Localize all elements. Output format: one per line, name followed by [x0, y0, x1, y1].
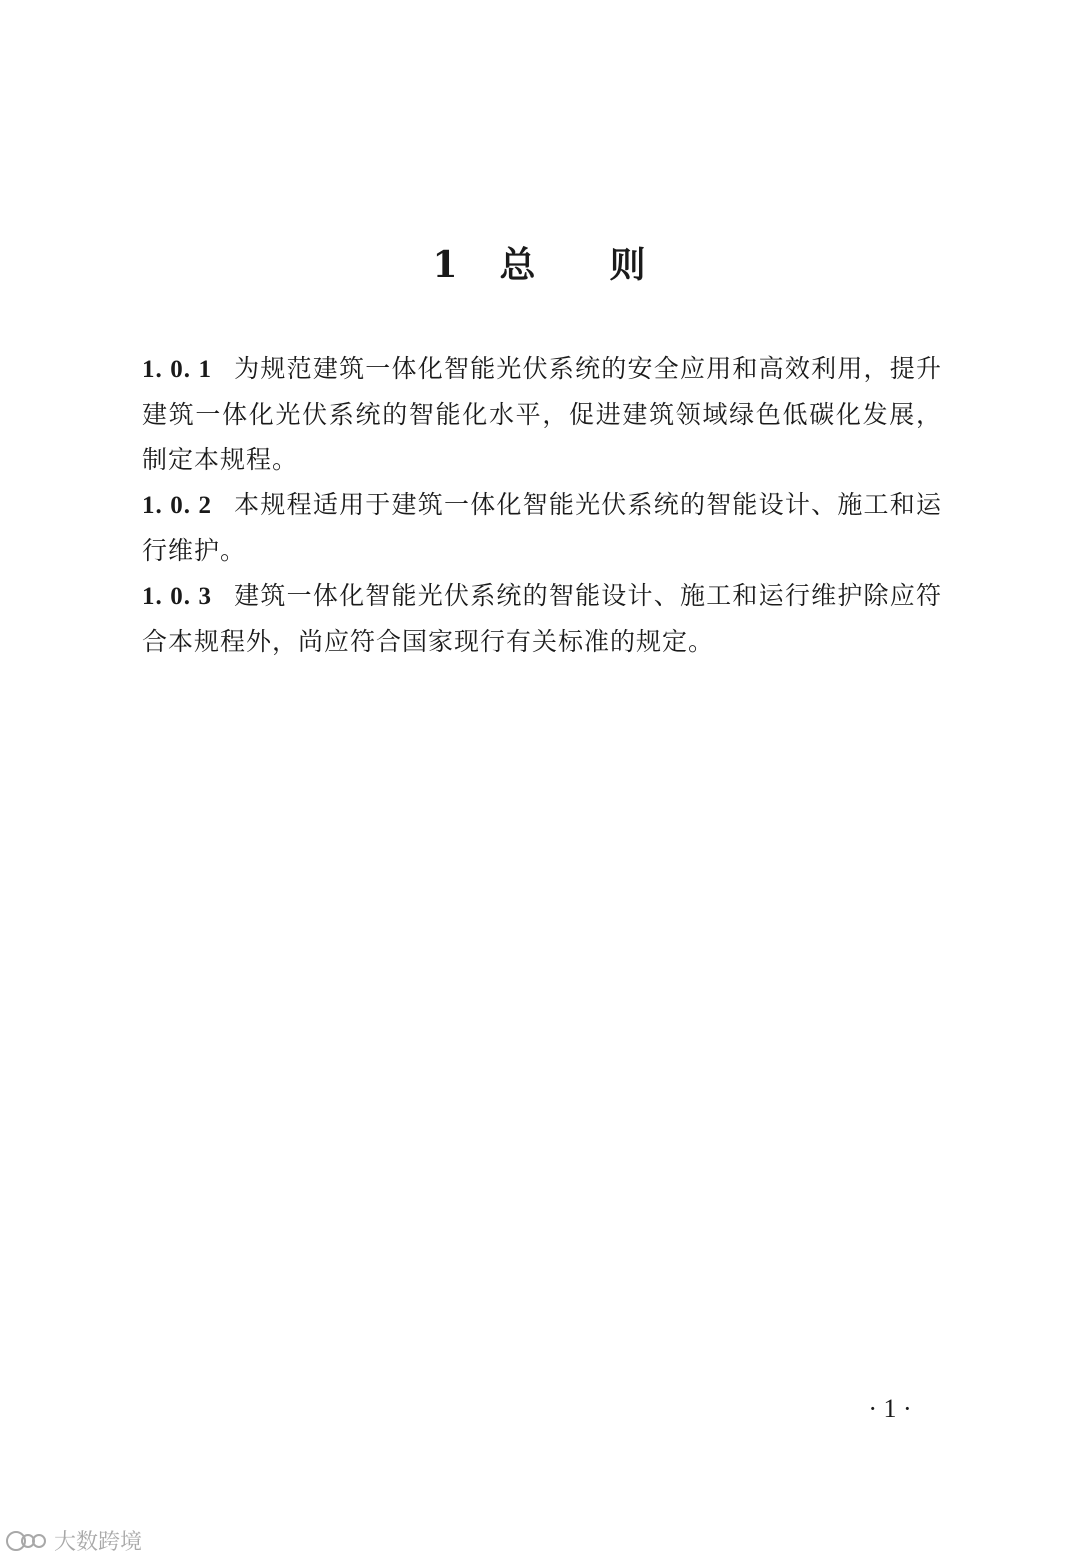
chapter-title-char-2: 则: [609, 244, 648, 287]
clause-1-0-3: [142, 573, 942, 664]
clause-number: 1. 0. 3: [142, 583, 212, 610]
clause-number: 1. 0. 2: [142, 492, 212, 519]
clause-1-0-1: [142, 346, 942, 482]
watermark: [4, 1525, 142, 1556]
page-number: · 1 ·: [868, 1394, 912, 1423]
clause-number: 1. 0. 1: [142, 356, 212, 383]
clause-1-0-2: [142, 482, 942, 573]
clause-text: 建筑一体化智能光伏系统的智能设计、施工和运行维护除应符合本规程外，尚应符合国家现行有关标准的规定。: [142, 581, 942, 656]
clause-text: 本规程适用于建筑一体化智能光伏系统的智能设计、施工和运行维护。: [142, 490, 942, 565]
chapter-title-char-1: 总: [499, 244, 538, 287]
chapter-title: [0, 239, 1080, 291]
brand-logo-icon: [4, 1528, 48, 1554]
chapter-number: 1: [432, 244, 460, 287]
chapter-body: [142, 346, 942, 664]
watermark-text: 大数跨境: [54, 1530, 143, 1555]
clause-text: 为规范建筑一体化智能光伏系统的安全应用和高效利用，提升建筑一体化光伏系统的智能化水平，促进建筑领域绿色低碳化发展，制定本规程。: [142, 354, 942, 474]
